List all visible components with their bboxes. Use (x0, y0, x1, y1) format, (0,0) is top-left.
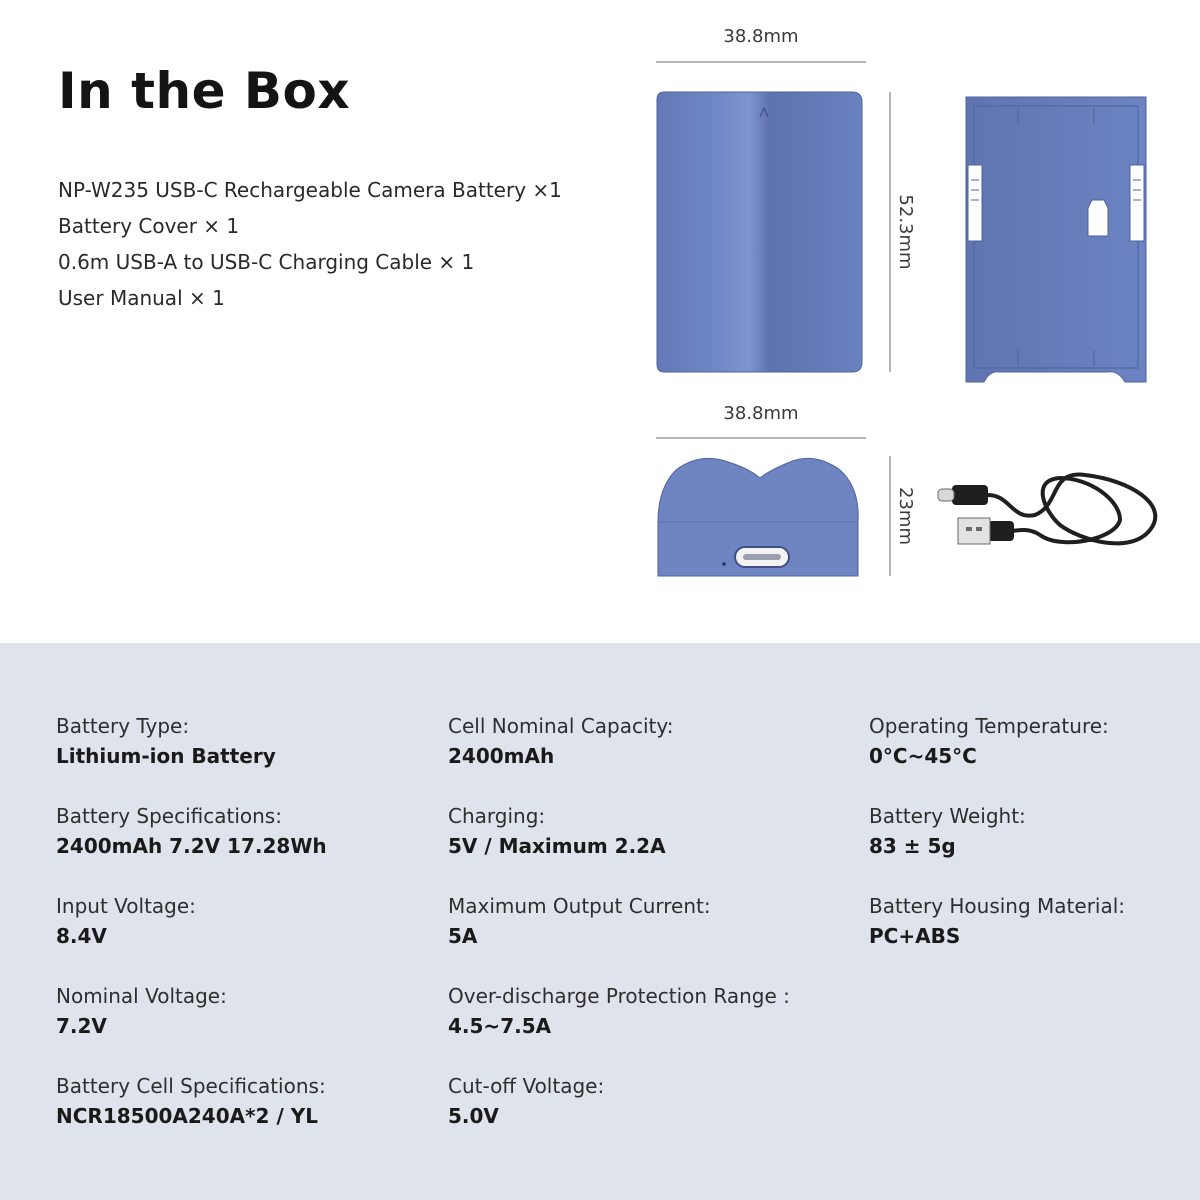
top-width-label: 38.8mm (723, 26, 799, 47)
spec-battery-cell-specifications: Battery Cell Specifications: NCR18500A240A*2 / YL (56, 1074, 326, 1128)
spec-over-discharge-protection: Over-discharge Protection Range : 4.5~7.5A (448, 984, 790, 1038)
list-item: User Manual × 1 (58, 286, 225, 310)
battery-front-view (657, 92, 862, 372)
usb-cable-icon (938, 475, 1155, 544)
specifications-section (0, 643, 1200, 1200)
top-width-dimension (656, 26, 866, 62)
list-item: 0.6m USB-A to USB-C Charging Cable × 1 (58, 250, 475, 274)
bottom-width-label: 38.8mm (723, 403, 799, 424)
spec-cut-off-voltage: Cut-off Voltage: 5.0V (448, 1074, 605, 1128)
depth-label: 23mm (895, 487, 916, 545)
list-item: NP-W235 USB-C Rechargeable Camera Battery ×1 (58, 178, 562, 202)
page-title: In the Box (58, 62, 351, 120)
spec-nominal-voltage: Nominal Voltage: 7.2V (56, 984, 227, 1038)
spec-charging: Charging: 5V / Maximum 2.2A (448, 804, 666, 858)
list-item: Battery Cover × 1 (58, 214, 240, 238)
bottom-width-dimension (656, 403, 866, 438)
spec-housing-material: Battery Housing Material: PC+ABS (869, 894, 1126, 948)
spec-battery-weight: Battery Weight: 83 ± 5g (869, 804, 1026, 858)
battery-cover (966, 97, 1146, 382)
spec-cell-nominal-capacity: Cell Nominal Capacity: 2400mAh (448, 714, 674, 768)
spec-battery-type: Battery Type: Lithium-ion Battery (56, 714, 276, 768)
height-label: 52.3mm (895, 194, 916, 270)
spec-operating-temperature: Operating Temperature: 0°C~45°C (869, 714, 1109, 768)
spec-battery-specifications: Battery Specifications: 2400mAh 7.2V 17.28Wh (56, 804, 327, 858)
spec-maximum-output-current: Maximum Output Current: 5A (448, 894, 711, 948)
height-dimension (890, 92, 916, 372)
spec-input-voltage: Input Voltage: 8.4V (56, 894, 196, 948)
depth-dimension (890, 456, 916, 576)
battery-bottom-view (658, 458, 858, 576)
